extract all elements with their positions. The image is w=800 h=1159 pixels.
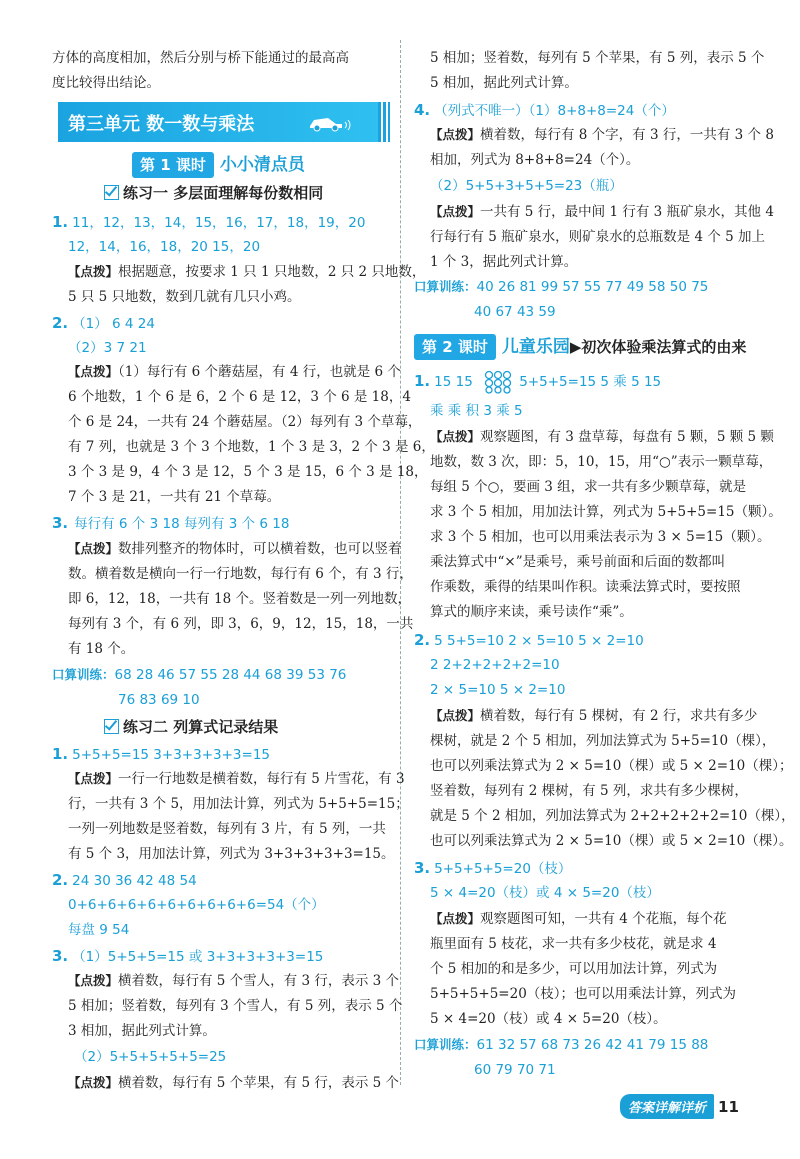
circle-groups-icon — [483, 370, 513, 394]
answer-line: 11，12，13，14，15，16，17，18，19，20 — [72, 215, 366, 231]
tip-text: 5 只 5 只地数，数到几就有几只小鸡。 — [68, 289, 301, 305]
tip-text: 求 3 个 5 相加，也可以用乘法表示为 3 × 5=15（颗）。 — [430, 529, 771, 545]
tip-text: 横着数，每行有 5 个苹果，有 5 行，表示 5 个 — [118, 1075, 400, 1091]
tip-text: 横着数，每行有 5 个雪人，有 3 行，表示 3 个 — [118, 973, 400, 989]
tip-label: 【点拨】 — [430, 429, 481, 444]
answer-line: （2）3 7 21 — [68, 340, 147, 356]
tip-label: 【点拨】 — [68, 973, 119, 988]
tip-label: 【点拨】 — [430, 911, 481, 926]
question-number: 3. — [414, 859, 431, 877]
tip-text: 有 5 个 3，用加法计算，列式为 3+3+3+3+3=15。 — [68, 846, 395, 862]
oral-answers: 76 83 69 10 — [118, 692, 200, 708]
tip-label: 【点拨】 — [430, 708, 481, 723]
lesson-2-badge: 第 2 课时 — [414, 334, 496, 360]
tip-text: 5 × 4=20（枝）或 4 × 5=20（枝）。 — [430, 1011, 667, 1027]
page-footer — [620, 1094, 739, 1120]
tip-text: 乘法算式中“×”是乘号，乘号前面和后面的数都叫 — [430, 554, 726, 570]
tip-text: 一共有 5 行，最中间 1 行有 3 瓶矿泉水，其他 4 — [480, 204, 774, 220]
question-number: 2. — [52, 314, 69, 332]
car-icon — [308, 114, 352, 132]
question-number: 4. — [414, 101, 431, 119]
oral-training-label: 口算训练： — [52, 667, 115, 682]
answer-line: 2 × 5=10 5 × 2=10 — [430, 682, 566, 698]
answer-line: 每盘 9 54 — [68, 922, 130, 938]
oral-answers: 40 67 43 59 — [474, 304, 556, 320]
answer-line: 5+5+5=15 5 乘 5 15 — [519, 374, 662, 390]
tip-text: 5+5+5+5=20（枝）；也可以用乘法计算，列式为 — [430, 986, 737, 1002]
tip-text: 6 个地数，1 个 6 是 6，2 个 6 是 12，3 个 6 是 18，4 — [68, 389, 411, 405]
tip-text: 瓶里面有 5 枝花，求一共有多少枝花，就是求 4 — [430, 936, 717, 952]
tip-label: 【点拨】 — [68, 264, 119, 279]
question-number: 3. — [52, 514, 69, 532]
answer-line: 15 15 — [434, 374, 473, 390]
oral-training-label: 口算训练： — [414, 1037, 477, 1052]
answer-line: 2 2+2+2+2+2=10 — [430, 657, 560, 673]
tip-text: 根据题意，按要求 1 只 1 只地数，2 只 2 只地数， — [118, 264, 426, 280]
answer-line: 乘 乘 积 3 乘 5 — [430, 403, 523, 419]
answer-line: 0+6+6+6+6+6+6+6+6+6=54（个） — [68, 897, 325, 913]
answer-line: 5+5+5=15 3+3+3+3+3=15 — [72, 747, 270, 763]
tip-text: 3 相加，据此列式计算。 — [68, 1023, 216, 1039]
tip-text: 一行一行地数是横着数，每行有 5 片雪花，有 3 — [118, 771, 405, 787]
question-number: 2. — [52, 871, 69, 889]
tip-text: 算式的顺序来读，乘号读作“乘”。 — [430, 604, 633, 620]
tip-text: 也可以列乘法算式为 2 × 5=10（棵）或 5 × 2=10（棵）。 — [430, 833, 793, 849]
oral-answers: 60 79 70 71 — [474, 1062, 556, 1078]
tip-text: 竖着数，每列有 2 棵树，有 5 列，求共有多少棵树， — [430, 783, 748, 799]
lesson-1-header — [132, 150, 305, 176]
oral-answers: 61 32 57 68 73 26 42 41 79 15 88 — [476, 1037, 709, 1053]
answer-line: 每行有 6 个 3 18 每列有 3 个 6 18 — [74, 516, 290, 532]
unit-banner-stripes — [378, 102, 390, 142]
tip-text: 个 5 相加的和是多少，可以用加法计算，列式为 — [430, 961, 718, 977]
tip-text: 即 6，12，18，一共有 18 个。竖着数是一列一列地数， — [68, 591, 411, 607]
unit-title: 第三单元 数一数与乘法 — [68, 114, 255, 135]
answer-line: 24 30 36 42 48 54 — [72, 873, 197, 889]
tip-text: 横着数，每行有 5 棵树，有 2 行，求共有多少 — [480, 708, 758, 724]
exercise-2-title — [104, 716, 278, 737]
tip-text: 有 18 个。 — [68, 641, 135, 657]
tip-text: 5 相加；竖着数，每列有 3 个雪人，有 5 列，表示 5 个 — [68, 998, 403, 1014]
tip-label: 【点拨】 — [68, 771, 119, 786]
oral-training-label: 口算训练： — [414, 279, 477, 294]
tip-text: 1 个 3，据此列式计算。 — [430, 254, 578, 270]
answer-line: （2）5+5+5+5+5=25 — [74, 1049, 227, 1065]
question-number: 1. — [52, 213, 69, 231]
tip-label: 【点拨】 — [68, 541, 119, 556]
tip-text: 数。横着数是横向一行一行地数，每行有 6 个，有 3 行， — [68, 566, 413, 582]
answer-line: 5 5+5=10 2 × 5=10 5 × 2=10 — [434, 633, 644, 649]
oral-answers: 40 26 81 99 57 55 77 49 58 50 75 — [476, 279, 709, 295]
tip-label: 【点拨】 — [430, 127, 481, 142]
tip-text: 每组 5 个○，要画 3 组，求一共有多少颗草莓，就是 — [430, 479, 747, 495]
tip-text: 横着数，每行有 8 个字，有 3 行，一共有 3 个 8 — [480, 127, 774, 143]
tip-label: 【点拨】 — [68, 364, 119, 379]
tip-text: 一列一列地数是竖着数，每列有 3 片，有 5 列，一共 — [68, 821, 386, 837]
tip-label: 【点拨】 — [68, 1075, 119, 1090]
intro-line-1: 方体的高度相加，然后分别与桥下能通过的最高高 — [52, 50, 349, 66]
tip-text: 行每行有 5 瓶矿泉水，则矿泉水的总瓶数是 4 个 5 加上 — [430, 229, 766, 245]
tip-text: 个 6 是 24，一共有 24 个蘑菇屋。（2）每列有 3 个草莓， — [68, 414, 422, 430]
tip-text: 每列有 3 个，有 6 列，即 3，6，9，12，15，18，一共 — [68, 616, 414, 632]
lesson-2-header — [414, 332, 746, 358]
tip-text: 5 相加；竖着数，每列有 5 个苹果，有 5 列，表示 5 个 — [430, 50, 765, 66]
question-number: 3. — [52, 947, 69, 965]
check-icon — [104, 185, 119, 200]
exercise-2-title-text: 练习二 列算式记录结果 — [123, 718, 279, 736]
answer-line: （1）5+5+5=15 或 3+3+3+3+3=15 — [72, 949, 324, 965]
tip-text: 相加，列式为 8+8+8=24（个）。 — [430, 152, 640, 168]
answer-line: 12，14，16，18，20 15，20 — [68, 239, 261, 255]
footer-label: 答案详解详析 — [620, 1094, 714, 1119]
tip-text: 数排列整齐的物体时，可以横着数，也可以竖着 — [118, 541, 402, 557]
intro-line-2: 度比较得出结论。 — [52, 75, 160, 91]
question-number: 1. — [414, 372, 431, 390]
oral-answers: 68 28 46 57 55 28 44 68 39 53 76 — [114, 667, 347, 683]
tip-text: 就是 5 个 2 相加，列加法算式为 2+2+2+2+2=10（棵）， — [430, 808, 795, 824]
answer-line: （列式不唯一）（1）8+8+8=24（个） — [434, 103, 675, 119]
tip-text: 观察题图，有 3 盘草莓，每盘有 5 颗，5 颗 5 颗 — [480, 429, 774, 445]
exercise-1-title — [104, 182, 323, 203]
tip-text: 3 个 3 是 9，4 个 3 是 12，5 个 3 是 15，6 个 3 是 18， — [68, 464, 428, 480]
tip-text: 有 7 列，也就是 3 个 3 个地数，1 个 3 是 3，2 个 3 是 6， — [68, 439, 435, 455]
lesson-1-badge: 第 1 课时 — [132, 152, 214, 178]
answer-line: （2）5+5+3+5+5=23（瓶） — [430, 178, 623, 194]
exercise-1-title-text: 练习一 多层面理解每份数相同 — [123, 184, 324, 202]
tip-text: 棵树，就是 2 个 5 相加，列加法算式为 5+5=10（棵）， — [430, 733, 776, 749]
check-icon — [104, 719, 119, 734]
answer-line: 5+5+5+5=20（枝） — [434, 861, 572, 877]
tip-text: 观察题图可知，一共有 4 个花瓶，每个花 — [480, 911, 727, 927]
tip-text: 5 相加，据此列式计算。 — [430, 75, 578, 91]
question-number: 2. — [414, 631, 431, 649]
tip-text: 地数，数 3 次，即：5，10，15，用“○”表示一颗草莓， — [430, 454, 773, 470]
lesson-2-subtitle: ▶初次体验乘法算式的由来 — [569, 338, 747, 356]
tip-text: 求 3 个 5 相加，用加法计算，列式为 5+5+5=15（颗）。 — [430, 504, 782, 520]
tip-text: （1）每行有 6 个蘑菇屋，有 4 行，也就是 6 个 — [118, 364, 401, 380]
page-number: 11 — [718, 1098, 739, 1116]
lesson-1-name: 小小清点员 — [219, 155, 305, 175]
answer-line: 5 × 4=20（枝）或 4 × 5=20（枝） — [430, 885, 660, 901]
question-number: 1. — [52, 745, 69, 763]
answer-line: （1） 6 4 24 — [72, 316, 155, 332]
tip-text: 7 个 3 是 21，一共有 21 个草莓。 — [68, 489, 281, 505]
tip-label: 【点拨】 — [430, 204, 481, 219]
tip-text: 也可以列乘法算式为 2 × 5=10（棵）或 5 × 2=10（棵）； — [430, 758, 793, 774]
unit-banner — [58, 102, 378, 142]
tip-text: 行，一共有 3 个 5，用加法计算，列式为 5+5+5=15； — [68, 796, 409, 812]
tip-text: 作乘数，乘得的结果叫作积。读乘法算式时，要按照 — [430, 579, 741, 595]
lesson-2-name: 儿童乐园 — [501, 337, 570, 357]
